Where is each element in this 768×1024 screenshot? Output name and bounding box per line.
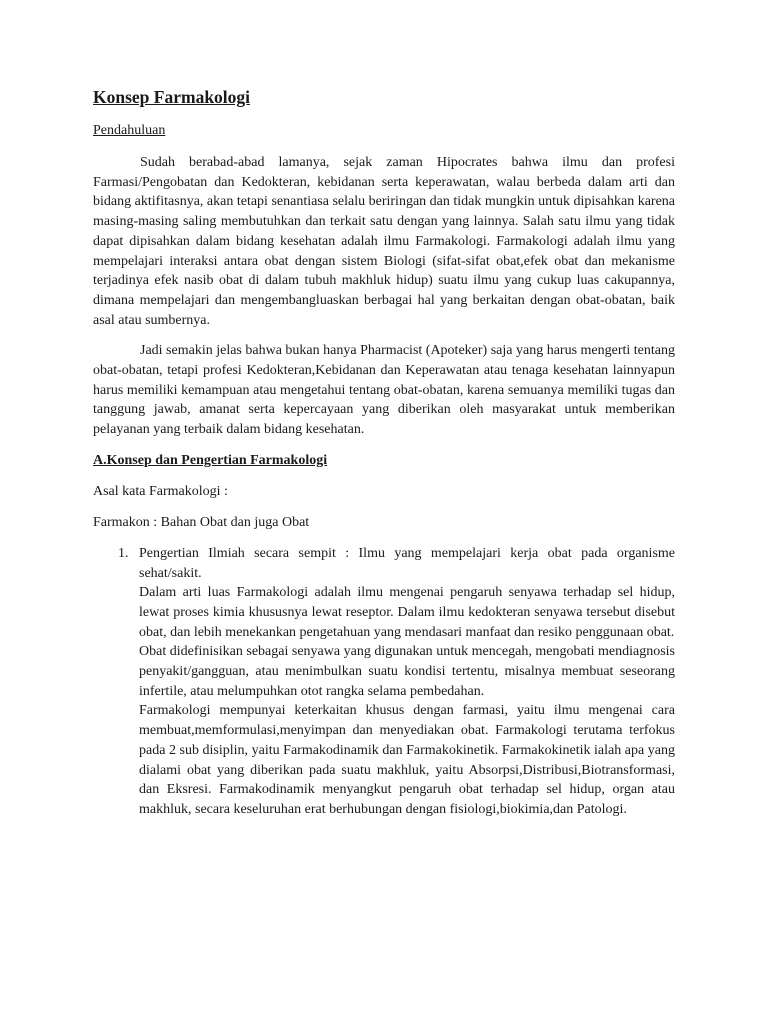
document-title: Konsep Farmakologi bbox=[93, 87, 251, 107]
list-item-paragraph-2: Dalam arti luas Farmakologi adalah ilmu mengenai pengaruh senyawa terhadap sel hidup, lewat proses kimia khususnya lewat reseptor. Dalam ilmu kedokteran senyawa tersebut disebut obat, dan lebih menekankan pengetahuan yang mendasari manfaat dan resiko penggunaan obat. bbox=[139, 585, 675, 640]
numbered-list bbox=[93, 544, 675, 820]
intro-paragraph-1: Sudah berabad-abad lamanya, sejak zaman Hipocrates bahwa ilmu dan profesi Farmasi/Pengobatan dan Kedokteran, kebidanan serta keperawatan, walau berbeda dalam arti dan bidang aktifitasnya, akan tetapi senantiasa selalu beriringan dan tidak mungkin untuk dipisahkan karena masing-masing saling membutuhkan dan terkait satu dengan yang lainnya. Salah satu ilmu yang tidak dapat dipisahkan dalam bidang kesehatan adalah ilmu Farmakologi. Farmakologi adalah ilmu yang mempelajari interaksi antara obat dengan sistem Biologi (sifat-sifat obat,efek obat dan mekanisme terjadinya efek nasib obat di dalam tubuh makhluk hidup) suatu ilmu yang cukup luas cakupannya, dimana mempelajari dan mengembangluaskan berbagai hal yang berkaitan dengan obat-obatan, baik asal atau sumbernya. bbox=[93, 155, 675, 328]
list-item-number: 1. bbox=[118, 545, 129, 561]
list-item-paragraph-1: Pengertian Ilmiah secara sempit : Ilmu yang mempelajari kerja obat pada organisme sehat/sakit. bbox=[139, 545, 675, 581]
intro-heading: Pendahuluan bbox=[93, 123, 166, 138]
section-a-heading: A.Konsep dan Pengertian Farmakologi bbox=[93, 452, 328, 468]
intro-paragraph-2: Jadi semakin jelas bahwa bukan hanya Pharmacist (Apoteker) saja yang harus mengerti tentang obat-obatan, tetapi profesi Kedokteran,Kebidanan dan Keperawatan atau tenaga kesehatan lainnyapun harus memiliki kemampuan atau mengetahui tentang obat-obatan, karena semuanya memiliki tugas dan tanggung jawab, amanat serta kepercayaan yang diberikan oleh masyarakat untuk memberikan pelayanan yang terbaik dalam bidang kesehatan. bbox=[93, 343, 675, 438]
list-item-paragraph-4: Farmakologi mempunyai keterkaitan khusus dengan farmasi, yaitu ilmu mengenai cara membuat,memformulasi,menyimpan dan menyediakan obat. Farmakologi terutama terfokus pada 2 sub disiplin, yaitu Farmakodinamik dan Farmakokinetik. Farmakokinetik ialah apa yang dialami obat yang diberikan pada suatu makhluk, yaitu Absorpsi,Distribusi,Biotransformasi, dan Eksresi. Farmakodinamik menyangkut pengaruh obat terhadap sel hidup, organ atau makhluk, secara keseluruhan erat berhubungan dengan fisiologi,biokimia,dan Patologi. bbox=[139, 703, 675, 817]
origin-line: Asal kata Farmakologi : bbox=[93, 483, 228, 499]
farmakon-line: Farmakon : Bahan Obat dan juga Obat bbox=[93, 514, 310, 530]
list-item-paragraph-3: Obat didefinisikan sebagai senyawa yang digunakan untuk mencegah, mengobati mendiagnosis penyakit/gangguan, atau menimbulkan suatu kondisi tertentu, misalnya membuat seseorang infertile, atau melumpuhkan otot rangka selama pembedahan. bbox=[139, 644, 675, 699]
document-page bbox=[93, 86, 675, 820]
